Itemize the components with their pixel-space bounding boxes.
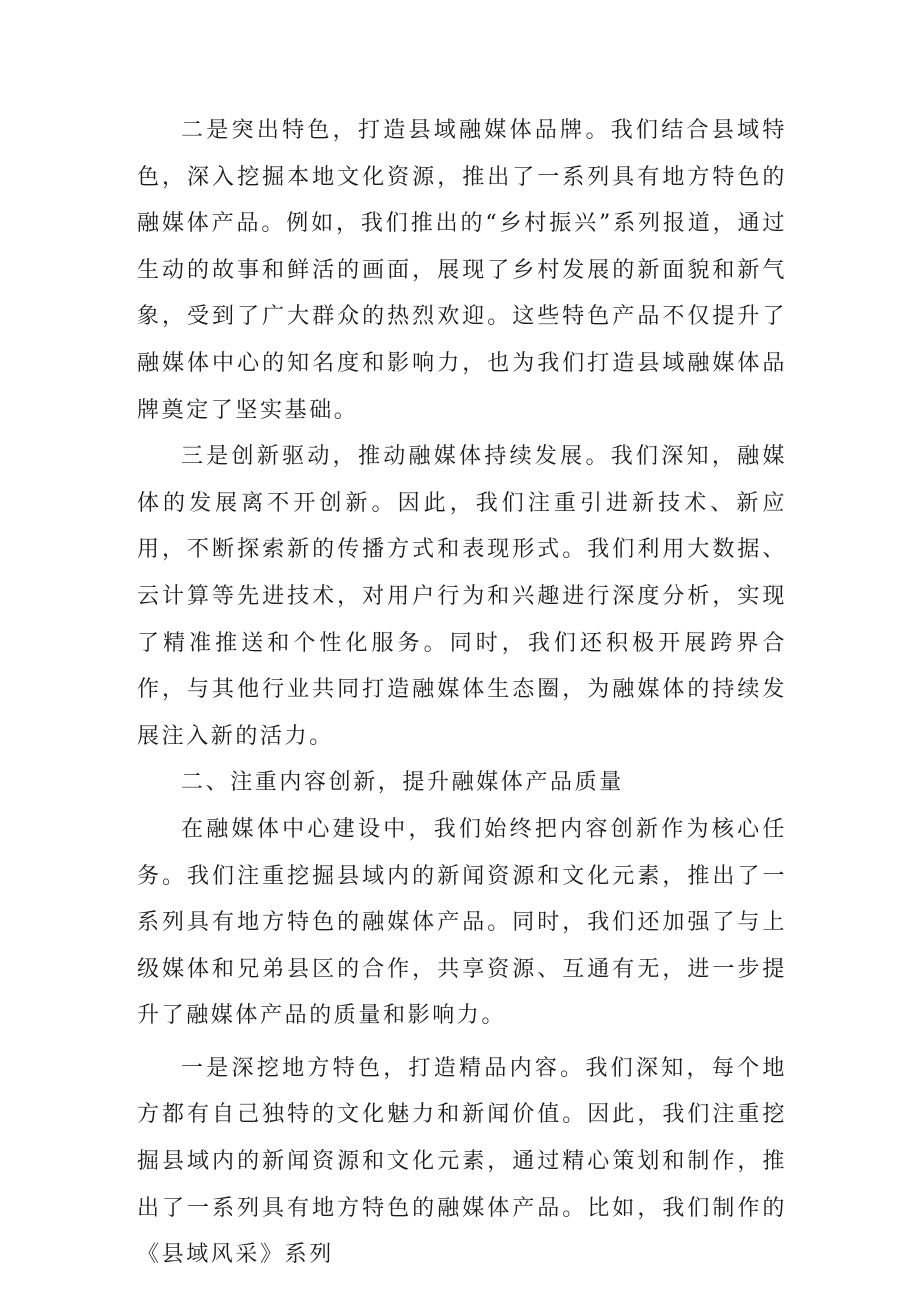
document-body — [137, 108, 787, 1279]
section-heading-content-innovation: 二、注重内容创新，提升融媒体产品质量 — [181, 770, 624, 796]
paragraph-local-characteristics: 一是深挖地方特色，打造精品内容。我们深知，每个地方都有自己独特的文化魅力和新闻价值。因此，我们注重挖掘县域内的新闻资源和文化元素，通过精心策划和制作，推出了一系列具有地方特色的融媒体产品。比如，我们制作的《县域风采》系列 — [137, 1055, 787, 1268]
paragraph-brand-building: 二是突出特色，打造县域融媒体品牌。我们结合县域特色，深入挖掘本地文化资源，推出了一系列具有地方特色的融媒体产品。例如，我们推出的“乡村振兴”系列报道，通过生动的故事和鲜活的画面，展现了乡村发展的新面貌和新气象，受到了广大群众的热烈欢迎。这些特色产品不仅提升了融媒体中心的知名度和影响力，也为我们打造县域融媒体品牌奠定了坚实基础。 — [137, 118, 787, 423]
paragraph-innovation-driven: 三是创新驱动，推动融媒体持续发展。我们深知，融媒体的发展离不开创新。因此，我们注重引进新技术、新应用，不断探索新的传播方式和表现形式。我们利用大数据、云计算等先进技术，对用户行为和兴趣进行深度分析，实现了精准推送和个性化服务。同时，我们还积极开展跨界合作，与其他行业共同打造融媒体生态圈，为融媒体的持续发展注入新的活力。 — [137, 444, 787, 749]
paragraph-content-core-task: 在融媒体中心建设中，我们始终把内容创新作为核心任务。我们注重挖掘县域内的新闻资源和文化元素，推出了一系列具有地方特色的融媒体产品。同时，我们还加强了与上级媒体和兄弟县区的合作，共享资源、互通有无，进一步提升了融媒体产品的质量和影响力。 — [137, 816, 787, 1029]
